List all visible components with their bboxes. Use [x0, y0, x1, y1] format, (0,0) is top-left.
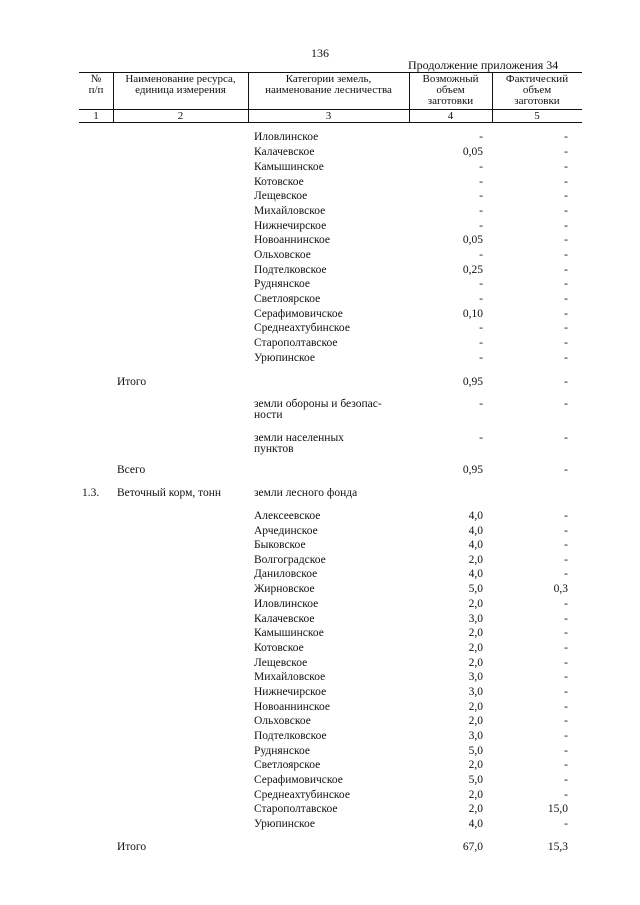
row-number: 1.3. [82, 487, 100, 499]
category-name: Светлоярское [254, 759, 321, 771]
possible-volume: 2,0 [468, 759, 483, 771]
actual-volume: - [564, 818, 568, 830]
actual-volume: - [564, 278, 568, 290]
possible-volume: - [479, 398, 483, 410]
actual-volume: - [564, 539, 568, 551]
category-name: Камышинское [254, 627, 324, 639]
possible-volume: 3,0 [468, 730, 483, 742]
actual-volume: - [564, 220, 568, 232]
actual-volume: - [564, 554, 568, 566]
possible-volume: 2,0 [468, 598, 483, 610]
possible-volume: 4,0 [468, 818, 483, 830]
actual-volume: - [564, 464, 568, 476]
possible-volume: 2,0 [468, 789, 483, 801]
category-name: Среднеахтубинское [254, 322, 350, 334]
actual-volume: - [564, 686, 568, 698]
actual-volume: - [564, 759, 568, 771]
category-name: Урюпинское [254, 818, 316, 830]
category-name: Урюпинское [254, 352, 316, 364]
actual-volume: - [564, 234, 568, 246]
possible-volume: 2,0 [468, 701, 483, 713]
category-name: Новоаннинское [254, 701, 330, 713]
actual-volume: - [564, 432, 568, 444]
actual-volume: - [564, 627, 568, 639]
possible-volume: 3,0 [468, 686, 483, 698]
actual-volume: - [564, 510, 568, 522]
category-name: Камышинское [254, 161, 324, 173]
actual-volume: - [564, 613, 568, 625]
category-name: Среднеахтубинское [254, 789, 350, 801]
category-name: Калачевское [254, 146, 315, 158]
possible-volume: 0,25 [462, 264, 483, 276]
resource-name: Веточный корм, тонн [117, 487, 222, 499]
header-col-actual: Фактический объем заготовки [505, 73, 569, 107]
possible-volume: - [479, 293, 483, 305]
category-name: Даниловское [254, 568, 318, 580]
category-name: Котовское [254, 642, 304, 654]
actual-volume: - [564, 715, 568, 727]
possible-volume: - [479, 337, 483, 349]
category-name: земли лесного фонда [254, 487, 358, 499]
actual-volume: - [564, 337, 568, 349]
possible-volume: - [479, 176, 483, 188]
header-col-possible: Возможный объем заготовки [422, 73, 479, 107]
category-name: Серафимовичское [254, 774, 343, 786]
actual-volume: 15,3 [547, 841, 568, 853]
category-name: Арчединское [254, 525, 318, 537]
category-name: Иловлинское [254, 131, 319, 143]
possible-volume: 2,0 [468, 627, 483, 639]
page-number: 136 [311, 46, 329, 60]
resource-name: Итого [117, 376, 147, 388]
category-name: Нижнечирское [254, 686, 327, 698]
resource-name: Итого [117, 841, 147, 853]
actual-volume: - [564, 789, 568, 801]
possible-volume: 4,0 [468, 568, 483, 580]
possible-volume: 2,0 [468, 554, 483, 566]
possible-volume: - [479, 190, 483, 202]
category-name: Михайловское [254, 671, 326, 683]
category-name: Руднянское [254, 745, 310, 757]
column-number: 4 [447, 110, 454, 122]
actual-volume: - [564, 525, 568, 537]
actual-volume: - [564, 293, 568, 305]
category-name: Подтелковское [254, 264, 327, 276]
possible-volume: 5,0 [468, 774, 483, 786]
possible-volume: - [479, 249, 483, 261]
category-name: Котовское [254, 176, 304, 188]
possible-volume: 2,0 [468, 803, 483, 815]
category-name: Светлоярское [254, 293, 321, 305]
category-name: Михайловское [254, 205, 326, 217]
actual-volume: 15,0 [547, 803, 568, 815]
resource-name: Всего [117, 464, 146, 476]
actual-volume: - [564, 598, 568, 610]
category-name: Жирновское [254, 583, 315, 595]
category-name: Волгоградское [254, 554, 326, 566]
possible-volume: - [479, 278, 483, 290]
category-name: Алексеевское [254, 510, 321, 522]
possible-volume: 4,0 [468, 525, 483, 537]
possible-volume: 0,10 [462, 308, 483, 320]
possible-volume: 2,0 [468, 642, 483, 654]
possible-volume: 3,0 [468, 671, 483, 683]
actual-volume: - [564, 308, 568, 320]
possible-volume: 67,0 [462, 841, 483, 853]
actual-volume: - [564, 701, 568, 713]
actual-volume: - [564, 671, 568, 683]
actual-volume: - [564, 249, 568, 261]
category-name: Калачевское [254, 613, 315, 625]
possible-volume: 3,0 [468, 613, 483, 625]
header-col-number: № п/п [88, 73, 104, 96]
column-number: 1 [93, 110, 99, 122]
category-name: Быковское [254, 539, 306, 551]
category-name: Новоаннинское [254, 234, 330, 246]
possible-volume: - [479, 220, 483, 232]
actual-volume: - [564, 176, 568, 188]
category-name: земли населенных [254, 432, 344, 444]
column-number: 2 [177, 110, 184, 122]
category-name: Лещевское [254, 190, 308, 202]
category-name: Лещевское [254, 657, 308, 669]
possible-volume: 0,05 [462, 146, 483, 158]
actual-volume: - [564, 745, 568, 757]
category-name: Серафимовичское [254, 308, 343, 320]
possible-volume: - [479, 161, 483, 173]
column-number: 5 [534, 110, 540, 122]
possible-volume: 2,0 [468, 657, 483, 669]
possible-volume: - [479, 432, 483, 444]
actual-volume: - [564, 376, 568, 388]
category-name: Старополтавское [254, 803, 338, 815]
actual-volume: - [564, 730, 568, 742]
possible-volume: - [479, 352, 483, 364]
possible-volume: 0,95 [462, 376, 483, 388]
category-name: Ольховское [254, 249, 311, 261]
category-name: земли обороны и безопас- [254, 398, 382, 410]
actual-volume: 0,3 [553, 583, 568, 595]
actual-volume: - [564, 352, 568, 364]
possible-volume: - [479, 322, 483, 334]
possible-volume: 4,0 [468, 539, 483, 551]
actual-volume: - [564, 568, 568, 580]
header-col-resource: Наименование ресурса, единица измерения [125, 73, 236, 96]
actual-volume: - [564, 161, 568, 173]
actual-volume: - [564, 131, 568, 143]
continuation-note: Продолжение приложения 34 [408, 58, 559, 72]
category-name: Старополтавское [254, 337, 338, 349]
column-number: 3 [325, 110, 332, 122]
possible-volume: 0,95 [462, 464, 483, 476]
category-name: Подтелковское [254, 730, 327, 742]
possible-volume: - [479, 131, 483, 143]
actual-volume: - [564, 146, 568, 158]
possible-volume: 0,05 [462, 234, 483, 246]
possible-volume: 2,0 [468, 715, 483, 727]
possible-volume: 5,0 [468, 583, 483, 595]
category-name: Нижнечирское [254, 220, 327, 232]
actual-volume: - [564, 774, 568, 786]
actual-volume: - [564, 642, 568, 654]
actual-volume: - [564, 322, 568, 334]
category-name: Иловлинское [254, 598, 319, 610]
category-name-continued: пунктов [254, 443, 294, 455]
header-col-category: Категории земель, наименование лесничества [265, 73, 392, 96]
possible-volume: - [479, 205, 483, 217]
category-name: Ольховское [254, 715, 311, 727]
actual-volume: - [564, 190, 568, 202]
actual-volume: - [564, 398, 568, 410]
category-name: Руднянское [254, 278, 310, 290]
actual-volume: - [564, 205, 568, 217]
possible-volume: 5,0 [468, 745, 483, 757]
possible-volume: 4,0 [468, 510, 483, 522]
actual-volume: - [564, 264, 568, 276]
actual-volume: - [564, 657, 568, 669]
category-name-continued: ности [254, 409, 283, 421]
header-bottom-rule [79, 122, 582, 123]
